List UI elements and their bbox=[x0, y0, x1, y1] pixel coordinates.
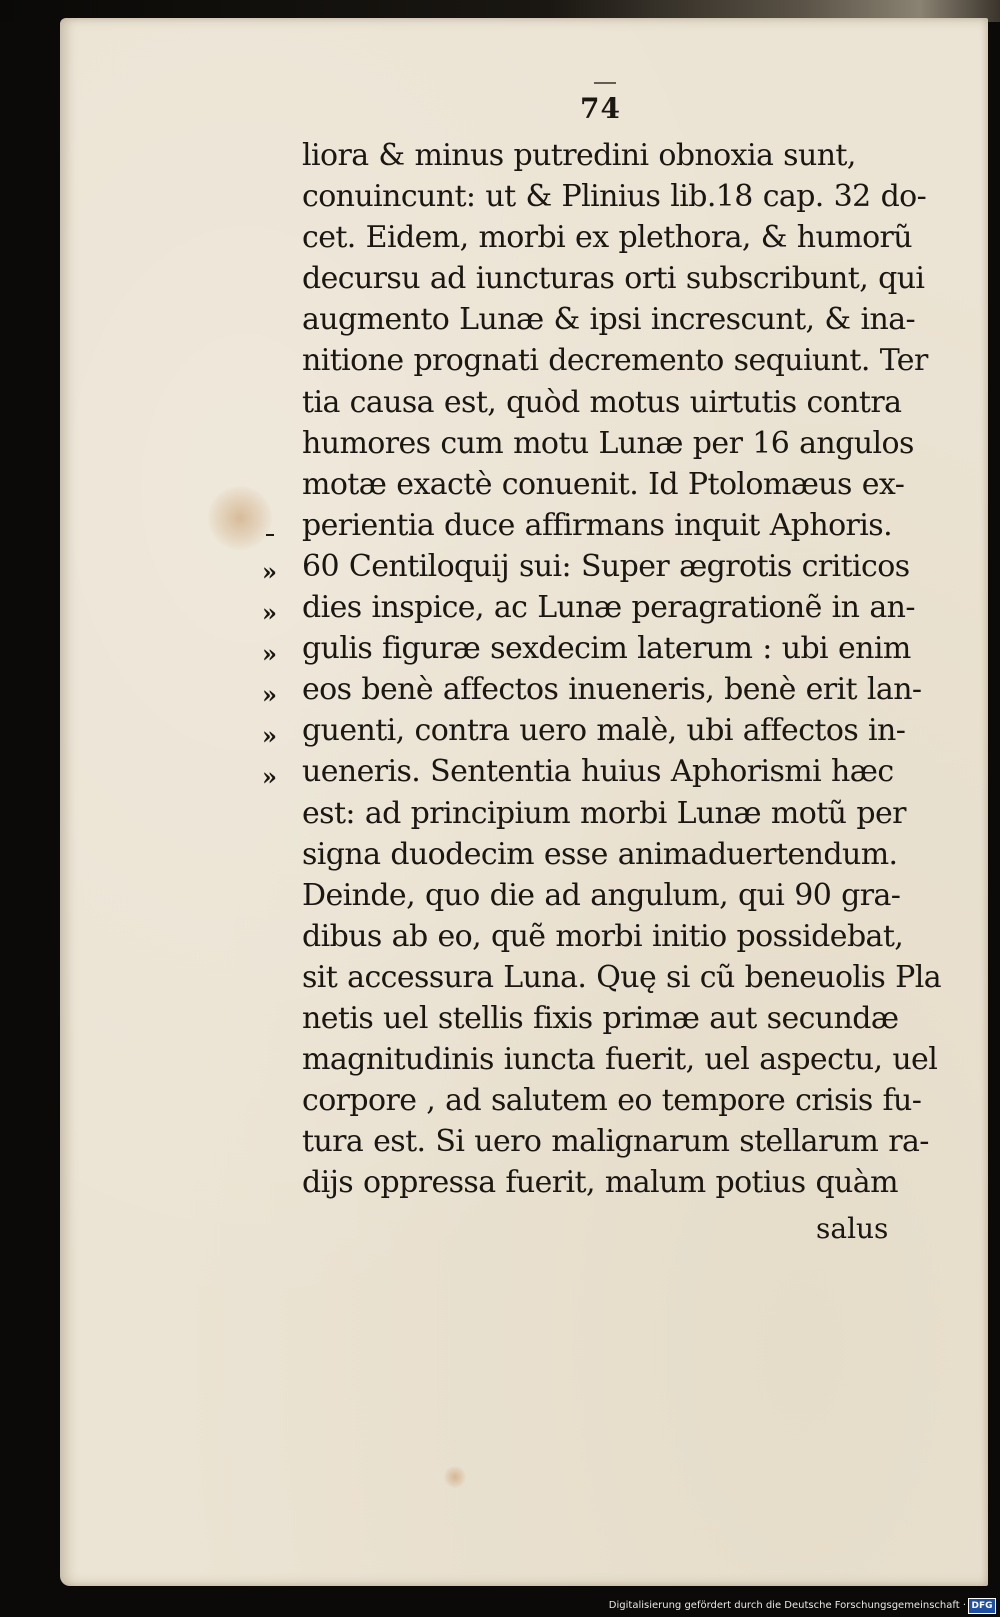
paper-stain bbox=[444, 1466, 466, 1488]
page-number: 74 bbox=[580, 92, 621, 125]
text-line: nitione prognati decremento sequiunt. Ter bbox=[302, 343, 928, 379]
catchword: salus bbox=[816, 1212, 889, 1245]
text-line: dies inspice, ac Lunæ peragrationẽ in an- bbox=[302, 590, 915, 626]
text-line: tura est. Si uero malignarum stellarum ra- bbox=[302, 1124, 929, 1160]
text-line: dibus ab eo, quẽ morbi initio possidebat, bbox=[302, 918, 904, 954]
text-line: Deinde, quo die ad angulum, qui 90 gra- bbox=[302, 877, 901, 913]
text-line: tia causa est, quòd motus uirtutis contra bbox=[302, 384, 902, 420]
marginal-quote-mark: » bbox=[262, 721, 277, 750]
text-line: corpore , ad salutem eo tempore crisis fu- bbox=[302, 1083, 922, 1119]
margin-tick-mark bbox=[266, 534, 274, 536]
paper-stain bbox=[208, 486, 272, 550]
text-line: 60 Centiloquij sui: Super ægrotis criticos bbox=[302, 548, 910, 584]
marginal-quote-mark: » bbox=[262, 680, 277, 709]
text-line: signa duodecim esse animaduertendum. bbox=[302, 836, 898, 872]
text-line: ueneris. Sententia huius Aphorismi hæc bbox=[302, 754, 894, 790]
dfg-logo: DFG bbox=[968, 1598, 996, 1614]
text-line: guenti, contra uero malè, ubi affectos in- bbox=[302, 713, 906, 749]
text-line: est: ad principium morbi Lunæ motũ per bbox=[302, 795, 906, 831]
text-line: netis uel stellis fixis primæ aut secundæ bbox=[302, 1000, 899, 1036]
text-line: decursu ad iuncturas orti subscribunt, qui bbox=[302, 261, 925, 297]
marginal-quote-mark: » bbox=[262, 762, 277, 791]
text-line: eos benè affectos inueneris, benè erit lan- bbox=[302, 672, 922, 708]
text-line: motæ exactè conuenit. Id Ptolomæus ex- bbox=[302, 466, 905, 502]
marginal-quote-mark: » bbox=[262, 557, 277, 586]
text-line: perientia duce affirmans inquit Aphoris. bbox=[302, 507, 893, 543]
text-line: humores cum motu Lunæ per 16 angulos bbox=[302, 425, 914, 461]
text-line: augmento Lunæ & ipsi increscunt, & ina- bbox=[302, 302, 916, 338]
text-line: conuincunt: ut & Plinius lib.18 cap. 32 do- bbox=[302, 179, 927, 215]
text-line: liora & minus putredini obnoxia sunt, bbox=[302, 138, 856, 173]
text-line: dijs oppressa fuerit, malum potius quàm bbox=[302, 1165, 898, 1201]
text-line: cet. Eidem, morbi ex plethora, & humorũ bbox=[302, 220, 912, 256]
body-text bbox=[302, 135, 942, 1203]
text-line: sit accessura Luna. Quę si cũ beneuolis Pla bbox=[302, 959, 942, 995]
marginal-quote-mark: » bbox=[262, 639, 277, 668]
text-line: gulis figuræ sexdecim laterum : ubi enim bbox=[302, 631, 911, 667]
text-line: magnitudinis iuncta fuerit, uel aspectu, uel bbox=[302, 1042, 938, 1078]
digitization-credit: Digitalisierung gefördert durch die Deutsche Forschungsgemeinschaft · bbox=[608, 1600, 966, 1611]
marginal-quote-mark: » bbox=[262, 598, 277, 627]
